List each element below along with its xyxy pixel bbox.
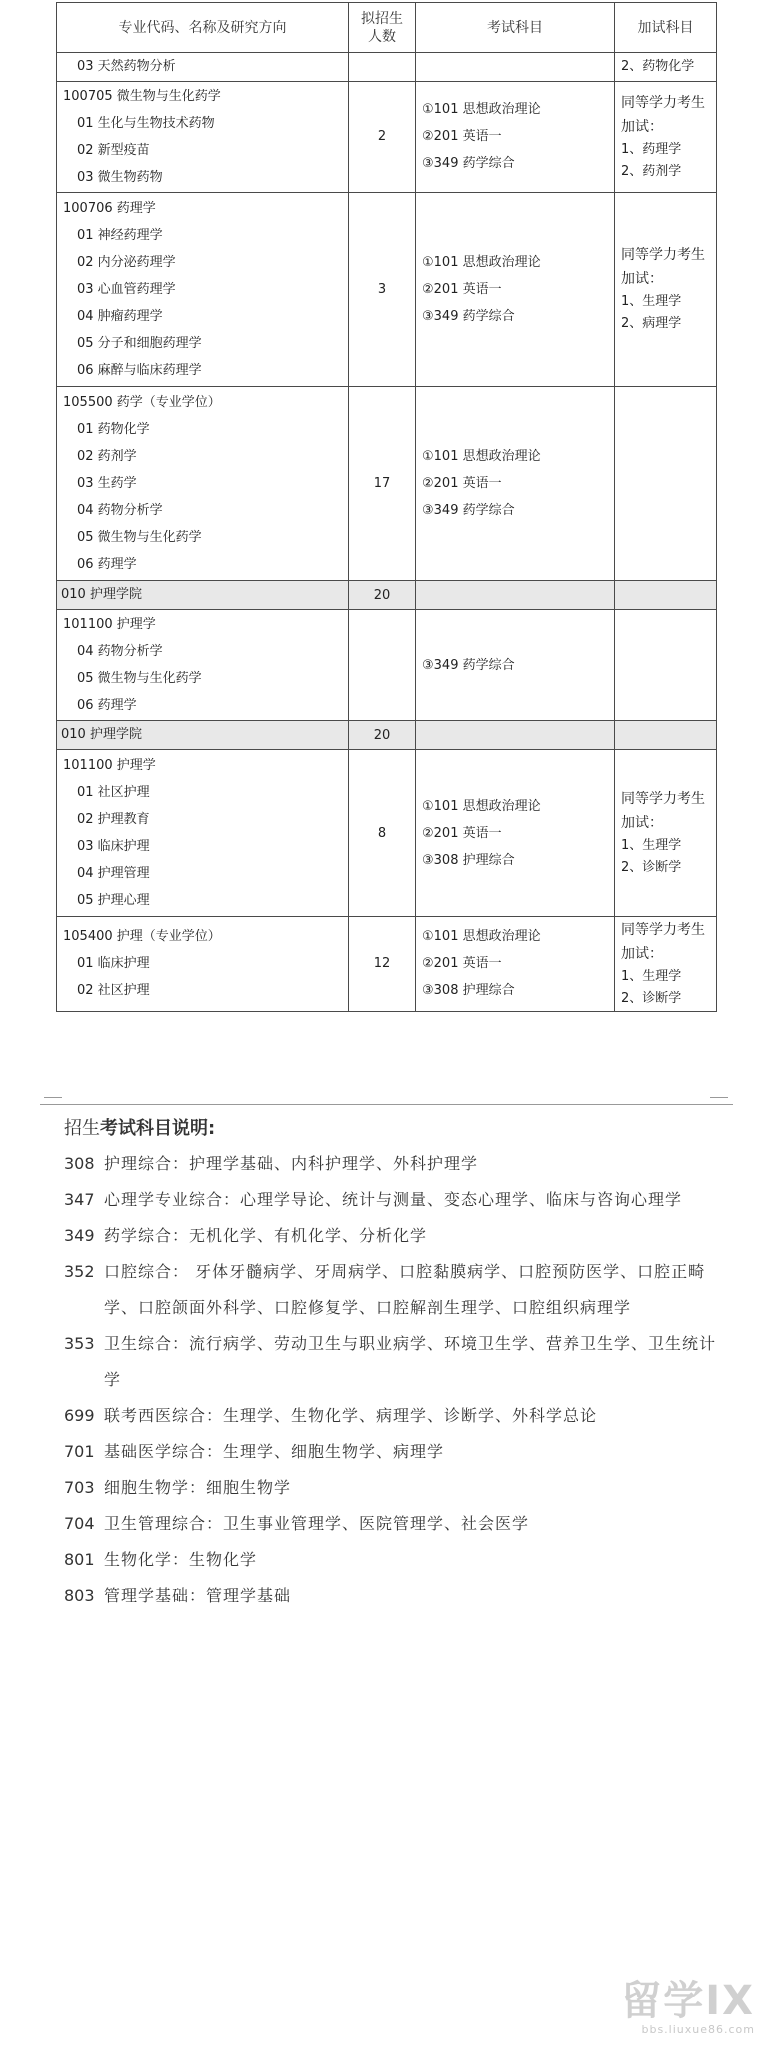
enrollment-count xyxy=(349,610,416,721)
program-cell xyxy=(57,610,349,721)
subject-code: 349 xyxy=(64,1226,95,1245)
research-direction: 06 药理学 xyxy=(77,557,137,573)
subject-code: 353 xyxy=(64,1334,95,1353)
exam-subject: ①101 思想政治理论 xyxy=(422,798,541,814)
enrollment-count: 2 xyxy=(349,81,416,192)
subject-code: 803 xyxy=(64,1586,95,1605)
additional-subject: 2、诊断学 xyxy=(621,990,682,1006)
note-item xyxy=(64,1326,724,1398)
research-direction: 01 生化与生物技术药物 xyxy=(77,115,215,131)
research-direction: 06 麻醉与临床药理学 xyxy=(77,362,202,378)
exam-subjects-cell xyxy=(416,387,615,581)
watermark-url: bbs.liuxue86.com xyxy=(641,2023,755,2036)
table-row xyxy=(57,916,717,1011)
additional-subject: 1、生理学 xyxy=(621,838,682,854)
program-name: 105400 护理（专业学位） xyxy=(63,929,221,945)
note-item xyxy=(64,1146,724,1182)
enrollment-count xyxy=(349,53,416,82)
additional-subjects-cell xyxy=(615,387,717,581)
table-row xyxy=(57,387,717,581)
note-item xyxy=(64,1470,724,1506)
exam-subjects-cell xyxy=(416,610,615,721)
exam-subjects-cell xyxy=(416,581,615,610)
research-direction: 03 心血管药理学 xyxy=(77,281,176,297)
subject-description: 口腔综合： 牙体牙髓病学、牙周病学、口腔黏膜病学、口腔预防医学、口腔正畸学、口腔颌面外科学、口腔修复学、口腔解剖生理学、口腔组织病理学 xyxy=(104,1262,706,1317)
notes-list xyxy=(64,1146,724,1614)
program-name: 100706 药理学 xyxy=(63,200,156,216)
additional-subject: 同等学力考生 xyxy=(621,921,705,938)
enrollment-count: 20 xyxy=(349,721,416,750)
exam-subjects-cell xyxy=(416,53,615,82)
admissions-table xyxy=(56,2,717,1012)
note-item xyxy=(64,1542,724,1578)
program-cell xyxy=(57,53,349,82)
subject-description: 护理综合：护理学基础、内科护理学、外科护理学 xyxy=(104,1154,479,1173)
page-divider xyxy=(40,1104,733,1105)
additional-subjects-cell xyxy=(615,192,717,386)
exam-subject: ②201 英语一 xyxy=(422,129,502,145)
program-cell xyxy=(57,192,349,386)
note-item xyxy=(64,1434,724,1470)
header-exams: 考试科目 xyxy=(416,3,615,53)
additional-subjects-cell xyxy=(615,721,717,750)
subject-description: 联考西医综合：生理学、生物化学、病理学、诊断学、外科学总论 xyxy=(104,1406,598,1425)
additional-subject: 同等学力考生 xyxy=(621,791,705,808)
program-cell xyxy=(57,581,349,610)
research-direction: 05 护理心理 xyxy=(77,893,150,909)
research-direction: 02 护理教育 xyxy=(77,812,150,828)
exam-subject: ①101 思想政治理论 xyxy=(422,449,541,465)
exam-subject: ③349 药学综合 xyxy=(422,308,515,324)
research-direction: 05 微生物与生化药学 xyxy=(77,671,202,687)
additional-subject: 加试： xyxy=(621,118,663,135)
subject-description: 基础医学综合：生理学、细胞生物学、病理学 xyxy=(104,1442,445,1461)
exam-subject: ③349 药学综合 xyxy=(422,657,515,673)
exam-subjects-cell xyxy=(416,750,615,917)
program-name: 010 护理学院 xyxy=(61,587,142,603)
research-direction: 04 肿瘤药理学 xyxy=(77,308,163,324)
table-row xyxy=(57,53,717,82)
subject-description: 卫生综合：流行病学、劳动卫生与职业病学、环境卫生学、营养卫生学、卫生统计学 xyxy=(104,1334,717,1389)
note-item xyxy=(64,1398,724,1434)
table-row xyxy=(57,192,717,386)
program-name: 010 护理学院 xyxy=(61,727,142,743)
header-program: 专业代码、名称及研究方向 xyxy=(57,3,349,53)
exam-subject: ③349 药学综合 xyxy=(422,503,515,519)
research-direction: 06 药理学 xyxy=(77,698,137,714)
program-cell xyxy=(57,916,349,1011)
section-row xyxy=(57,581,717,610)
research-direction: 03 微生物药物 xyxy=(77,169,163,185)
program-cell xyxy=(57,387,349,581)
program-cell xyxy=(57,81,349,192)
header-count: 拟招生人数 xyxy=(349,3,416,53)
exam-notes xyxy=(64,1112,724,1614)
subject-description: 生物化学：生物化学 xyxy=(104,1550,258,1569)
program-name: 100705 微生物与生化药学 xyxy=(63,88,221,104)
subject-code: 308 xyxy=(64,1154,95,1173)
additional-subject: 同等学力考生 xyxy=(621,247,705,264)
additional-subjects-cell xyxy=(615,916,717,1011)
additional-subject: 2、药物化学 xyxy=(621,58,695,74)
notes-title: 招生考试科目说明: xyxy=(64,1118,216,1139)
research-direction: 02 药剂学 xyxy=(77,449,137,465)
table-row xyxy=(57,81,717,192)
research-direction: 05 微生物与生化药学 xyxy=(77,530,202,546)
research-direction: 02 社区护理 xyxy=(77,983,150,999)
research-direction: 01 药物化学 xyxy=(77,422,150,438)
enrollment-count: 8 xyxy=(349,750,416,917)
additional-subjects-cell xyxy=(615,81,717,192)
research-direction: 03 临床护理 xyxy=(77,839,150,855)
additional-subject: 2、药剂学 xyxy=(621,163,682,179)
additional-subject: 1、药理学 xyxy=(621,141,682,157)
enrollment-count: 12 xyxy=(349,916,416,1011)
subject-code: 703 xyxy=(64,1478,95,1497)
exam-subject: ①101 思想政治理论 xyxy=(422,929,541,945)
program-name: 101100 护理学 xyxy=(63,617,156,633)
additional-subject: 加试： xyxy=(621,945,663,962)
header-additional: 加试科目 xyxy=(615,3,717,53)
research-direction: 01 临床护理 xyxy=(77,956,150,972)
exam-subject: ②201 英语一 xyxy=(422,281,502,297)
enrollment-count: 3 xyxy=(349,192,416,386)
subject-code: 701 xyxy=(64,1442,95,1461)
research-direction: 02 新型疫苗 xyxy=(77,142,150,158)
subject-code: 704 xyxy=(64,1514,95,1533)
enrollment-count: 20 xyxy=(349,581,416,610)
additional-subject: 1、生理学 xyxy=(621,968,682,984)
research-direction: 04 护理管理 xyxy=(77,866,150,882)
exam-subjects-cell xyxy=(416,81,615,192)
subject-description: 细胞生物学：细胞生物学 xyxy=(104,1478,292,1497)
exam-subjects-cell xyxy=(416,916,615,1011)
research-direction: 05 分子和细胞药理学 xyxy=(77,335,202,351)
additional-subjects-cell xyxy=(615,581,717,610)
exam-subject: ③349 药学综合 xyxy=(422,156,515,172)
enrollment-count: 17 xyxy=(349,387,416,581)
subject-code: 352 xyxy=(64,1262,95,1281)
research-direction: 01 神经药理学 xyxy=(77,227,163,243)
additional-subject: 加试： xyxy=(621,815,663,832)
note-item xyxy=(64,1218,724,1254)
subject-description: 卫生管理综合：卫生事业管理学、医院管理学、社会医学 xyxy=(104,1514,530,1533)
table-row xyxy=(57,750,717,917)
program-cell xyxy=(57,721,349,750)
additional-subjects-cell xyxy=(615,750,717,917)
exam-subjects-cell xyxy=(416,192,615,386)
notes-title-bold: 考试科目说明: xyxy=(100,1118,216,1139)
additional-subject: 同等学力考生 xyxy=(621,94,705,111)
exam-subject: ②201 英语一 xyxy=(422,956,502,972)
exam-subject: ①101 思想政治理论 xyxy=(422,254,541,270)
section-row xyxy=(57,721,717,750)
research-direction: 02 内分泌药理学 xyxy=(77,254,176,270)
program-cell xyxy=(57,750,349,917)
watermark-logo xyxy=(600,1979,755,2039)
exam-subject: ③308 护理综合 xyxy=(422,852,515,868)
additional-subjects-cell xyxy=(615,610,717,721)
program-name: 105500 药学（专业学位） xyxy=(63,395,221,411)
watermark-text: 留学IX xyxy=(621,1978,755,2024)
additional-subject: 2、病理学 xyxy=(621,316,682,332)
research-direction: 04 药物分析学 xyxy=(77,503,163,519)
table-row xyxy=(57,610,717,721)
exam-subject: ③308 护理综合 xyxy=(422,983,515,999)
subject-description: 药学综合：无机化学、有机化学、分析化学 xyxy=(104,1226,428,1245)
page-break-mark-right xyxy=(710,1097,728,1105)
note-item xyxy=(64,1254,724,1326)
additional-subject: 加试： xyxy=(621,271,663,288)
subject-description: 心理学专业综合：心理学导论、统计与测量、变态心理学、临床与咨询心理学 xyxy=(104,1190,683,1209)
program-name: 03 天然药物分析 xyxy=(77,59,176,75)
additional-subject: 2、诊断学 xyxy=(621,860,682,876)
note-item xyxy=(64,1506,724,1542)
additional-subjects-cell xyxy=(615,53,717,82)
note-item xyxy=(64,1182,724,1218)
note-item xyxy=(64,1578,724,1614)
subject-description: 管理学基础：管理学基础 xyxy=(104,1586,292,1605)
subject-code: 699 xyxy=(64,1406,95,1425)
exam-subject: ②201 英语一 xyxy=(422,476,502,492)
exam-subject: ①101 思想政治理论 xyxy=(422,102,541,118)
program-name: 101100 护理学 xyxy=(63,758,156,774)
subject-code: 801 xyxy=(64,1550,95,1569)
table-header-row xyxy=(57,3,717,53)
research-direction: 04 药物分析学 xyxy=(77,644,163,660)
subject-code: 347 xyxy=(64,1190,95,1209)
research-direction: 03 生药学 xyxy=(77,476,137,492)
exam-subjects-cell xyxy=(416,721,615,750)
additional-subject: 1、生理学 xyxy=(621,294,682,310)
exam-subject: ②201 英语一 xyxy=(422,825,502,841)
research-direction: 01 社区护理 xyxy=(77,785,150,801)
